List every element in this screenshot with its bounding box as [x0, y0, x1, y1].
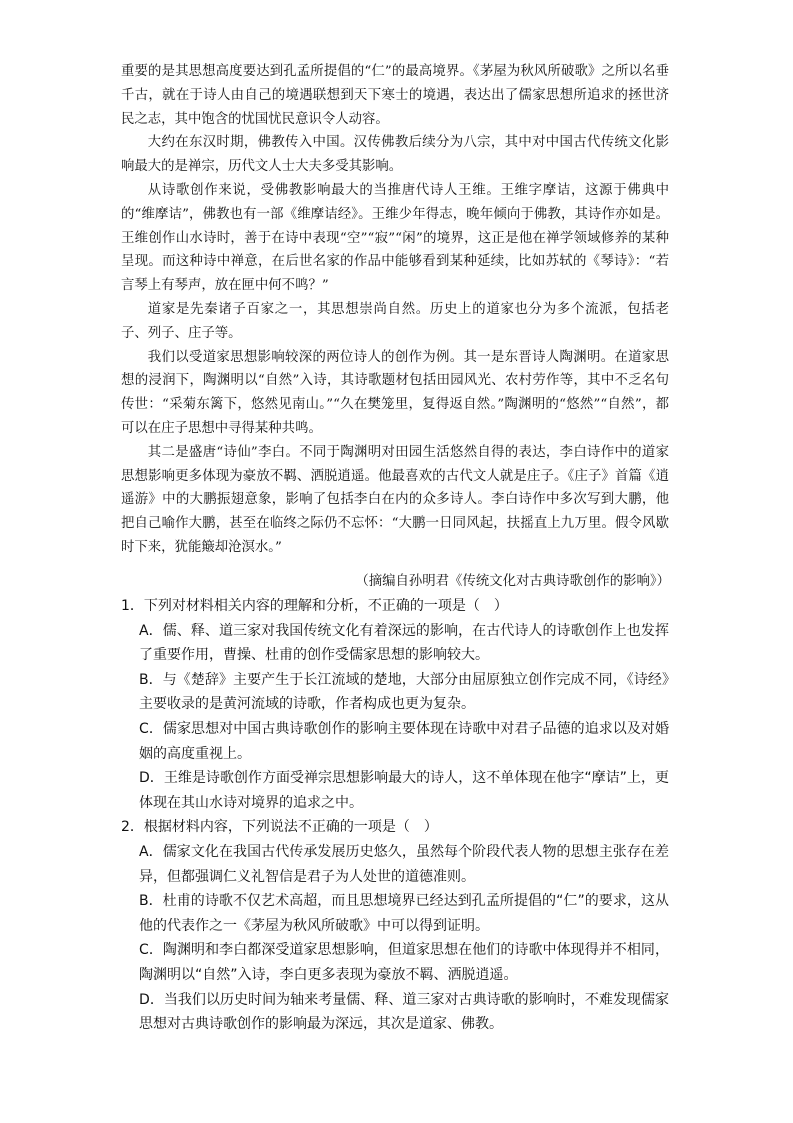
question-1 — [121, 594, 669, 815]
option-b: B．与《楚辞》主要产生于长江流域的楚地，大部分由屈原独立创作完成不同，《诗经》主要收录的是黄河流域的诗歌，作者构成也更为复杂。 — [139, 671, 669, 713]
option-a: A．儒、释、道三家对我国传统文化有着深远的影响，在古代诗人的诗歌创作上也发挥了重要作用，曹操、杜甫的创作受儒家思想的影响较大。 — [139, 622, 669, 664]
passage-source: （摘编自孙明君《传统文化对古典诗歌创作的影响》） — [355, 574, 670, 589]
passage-paragraph: 大约在东汉时期，佛教传入中国。汉传佛教后续分为八宗，其中对中国古代传统文化影响最大的是禅宗，历代文人士大夫多受其影响。 — [121, 135, 669, 175]
question-2 — [121, 815, 669, 1036]
passage-paragraph: 其二是盛唐“诗仙”李白。不同于陶渊明对田园生活悠然自得的表达，李白诗作中的道家思想影响更多体现为豪放不羁、洒脱逍遥。他最喜欢的古代文人就是庄子。《庄子》首篇《逍遥游》中的大鹏振翅意象，影响了包括李白在内的众多诗人。李白诗作中多次写到大鹏，他把自己喻作大鹏，甚至在临终之际仍不忘怀：“大鹏一日同风起，扶摇直上九万里。假令风歇时下来，犹能簸却沧溟水。” — [121, 444, 669, 555]
passage-paragraph: 重要的是其思想高度要达到孔孟所提倡的“仁”的最高境界。《茅屋为秋风所破歌》之所以名垂千古，就在于诗人由自己的境遇联想到天下寒士的境遇，表达出了儒家思想所追求的拯世济民之志，其中饱含的忧国忧民意识令人动容。 — [121, 64, 669, 127]
reading-passage — [121, 60, 669, 560]
question-stem: 2．根据材料内容，下列说法不正确的一项是（ ） — [121, 819, 438, 836]
question-list — [121, 594, 669, 1037]
option-list — [121, 840, 669, 1037]
option-b: B．杜甫的诗歌不仅艺术高超，而且思想境界已经达到孔孟所提倡的“仁”的要求，这从他的代表作之一《茅屋为秋风所破歌》中可以得到证明。 — [139, 893, 669, 934]
option-d: D．当我们以历史时间为轴来考量儒、释、道三家对古典诗歌的影响时，不难发现儒家思想对古典诗歌创作的影响最为深远，其次是道家、佛教。 — [139, 991, 669, 1033]
passage-paragraph: 从诗歌创作来说，受佛教影响最大的当推唐代诗人王维。王维字摩诘，这源于佛典中的“维摩诘”，佛教也有一部《维摩诘经》。王维少年得志，晚年倾向于佛教，其诗作亦如是。王维创作山水诗时，善于在诗中表现“空”“寂”“闲”的境界，这正是他在禅学领域修养的某种呈现。而这种诗中禅意，在后世名家的作品中能够看到某种延续，比如苏轼的《琴诗》：“若言琴上有琴声，放在匣中何不鸣？” — [121, 182, 669, 294]
option-d: D．王维是诗歌创作方面受禅宗思想影响最大的诗人，这不单体现在他字“摩诘”上，更体现在其山水诗对境界的追求之中。 — [139, 770, 669, 811]
question-stem: 1．下列对材料相关内容的理解和分析，不正确的一项是（ ） — [121, 598, 508, 614]
passage-paragraph: 我们以受道家思想影响较深的两位诗人的创作为例。其一是东晋诗人陶渊明。在道家思想的浸润下，陶渊明以“自然”入诗，其诗歌题材包括田园风光、农村劳作等，其中不乏名句传世：“采菊东篱下，悠然见南山。”“久在樊笼里，复得返自然。”陶渊明的“悠然”“自然”，都可以在庄子思想中寻得某种共鸣。 — [121, 349, 669, 436]
option-a: A．儒家文化在我国古代传承发展历史悠久，虽然每个阶段代表人物的思想主张存在差异，但都强调仁义礼智信是君子为人处世的道德准则。 — [139, 843, 669, 885]
option-list — [121, 619, 669, 816]
option-c: C．儒家思想对中国古典诗歌创作的影响主要体现在诗歌中对君子品德的追求以及对婚姻的高度重视上。 — [139, 720, 669, 762]
option-c: C．陶渊明和李白都深受道家思想影响，但道家思想在他们的诗歌中体现得并不相同，陶渊明以“自然”入诗，李白更多表现为豪放不羁、洒脱逍遥。 — [139, 942, 669, 983]
passage-paragraph: 道家是先秦诸子百家之一，其思想崇尚自然。历史上的道家也分为多个流派，包括老子、列子、庄子等。 — [121, 301, 669, 341]
